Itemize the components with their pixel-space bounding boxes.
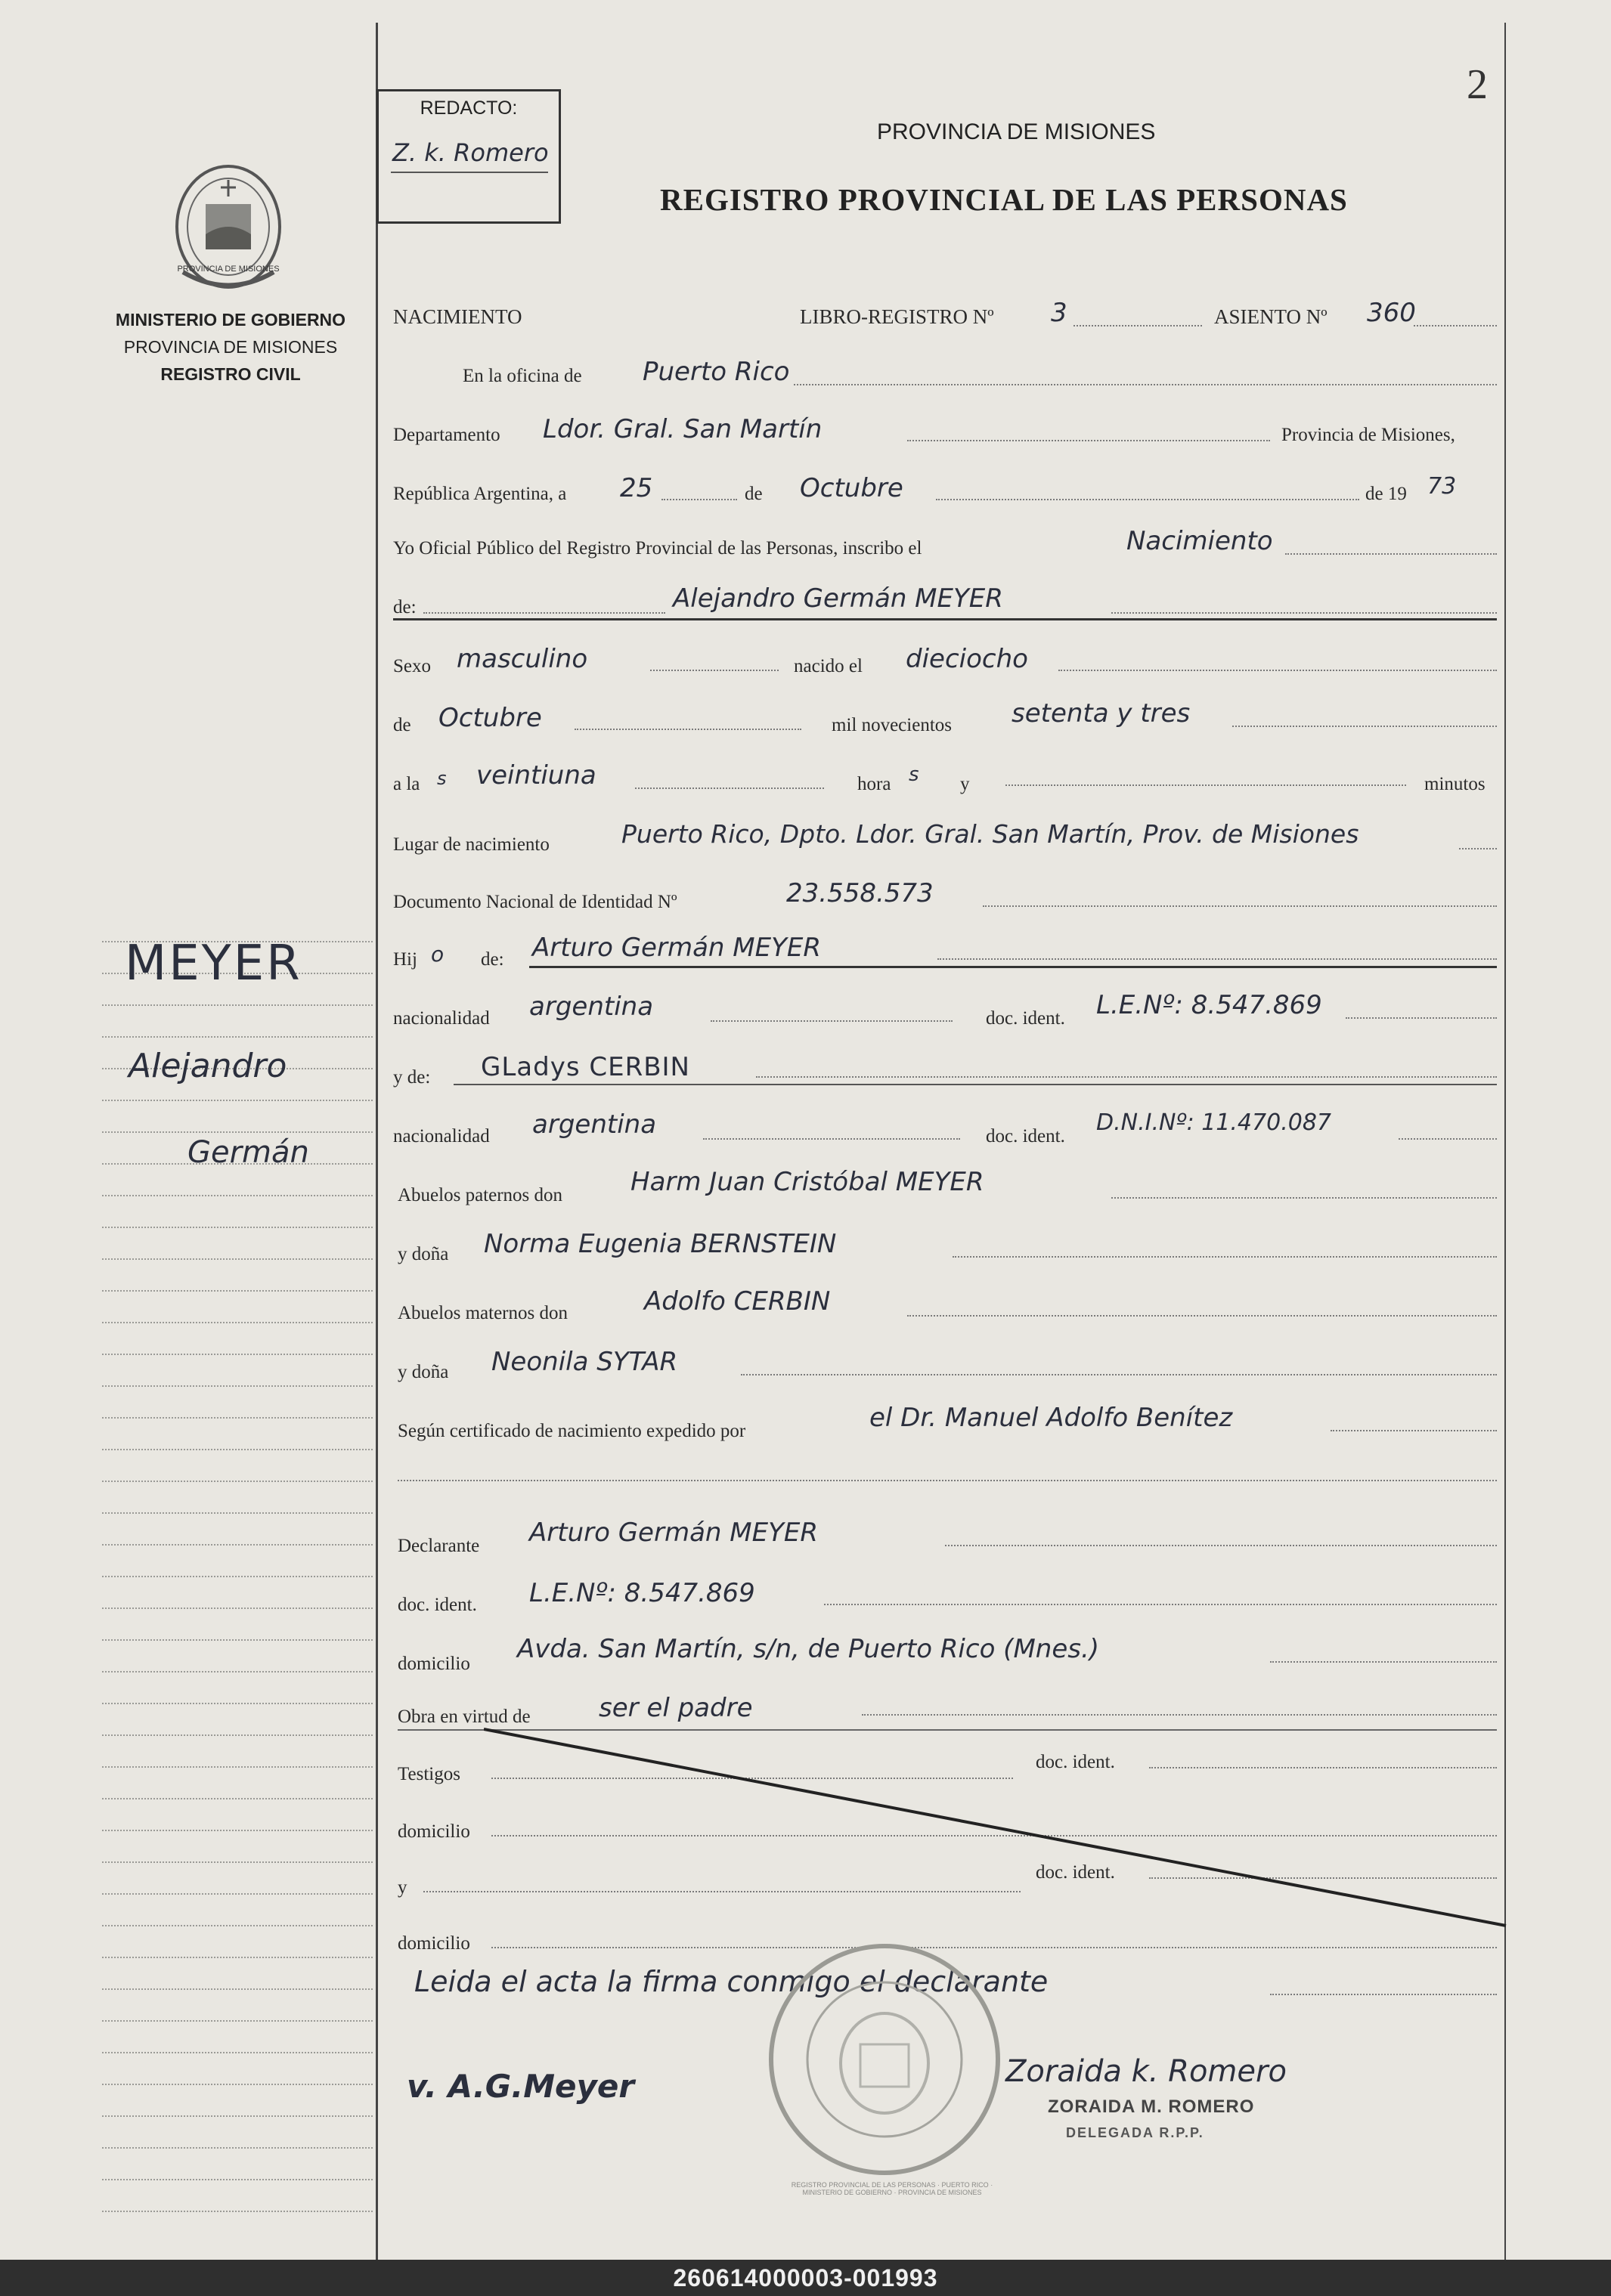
margin-rule: [102, 1322, 373, 1323]
lugar-value: Puerto Rico, Dpto. Ldor. Gral. San Martín, Prov. de Misiones: [621, 819, 1359, 849]
de-label: de: [745, 484, 763, 504]
margin-rule: [102, 1195, 373, 1196]
provincial-seal-icon: [168, 159, 289, 295]
footer-id: 260614000003-001993: [673, 2264, 938, 2291]
testigo1-doc-label: doc. ident.: [1036, 1752, 1115, 1772]
document-page: 2 REDACTO: Z. k. Romero PROVINCIA DE MISIONES MINISTERIO DE GOBIERNO PROVINCIA DE MISIONES REGISTRO CIVIL PROVINCIA DE MISIONES REGISTRO PROVINCIAL DE LAS PERSONAS MEYER Alejandro Germán NACIMIENTO LIBRO-REGISTRO Nº 3 ASIENTO Nº 360 En la oficina de Puerto Rico Departamento Ldor. Gral. San Martín Provincia de Misiones, República Argentina, a 25 de Octubre de 19 73 Yo Oficial Público del Registro Provincial de las Personas, inscribo el Nacimiento de: Alejandro Germán MEYER Sexo masculino nacido el dieciocho de Octubre mil novecientos setenta y tres a la s veintiuna hora s y minutos Lugar de nacimiento Puerto Rico, Dpto. Ldor. Gral. San Martín, Prov. de Misiones Documento Nacional de Identidad Nº 23.558.573 Hij o de: Arturo Germán MEYER nacionalidad argentina doc. ident. L.E.Nº: 8.547.869 y de: GLadys CERBIN nacionalidad argentina doc. ident. D.N.I.Nº: 11.470.087 Abuelos paternos don Harm Juan Cristóbal MEYER y doña Norma Eugenia BERNSTEIN Abuelos maternos don Adolfo CERBIN y doña Neonila SYTAR Según certificado de nacimiento expedido por el Dr. Manuel Adolfo Benítez Declarante Arturo Germán MEYER doc. ident. L.E.Nº: 8.547.869 domicilio Avda. San Martín, s/n, de Puerto Rico (Mnes.) Obra en virtud de ser el padre Testigos doc. ident. domicilio y doc. ident. domicilio Leida el acta la firma conmigo el declarante REGISTRO PROVINCIAL DE LAS PERSONAS · PUERTO RICO · MINISTERIO DE GOBIERNO · PROVINCIA DE MISIONES v. A.G.Meyer Zoraida k. Romero ZORAIDA M. ROMERO DELEGADA R.P.P.: [0, 0, 1611, 2260]
margin-rule: [102, 1734, 373, 1736]
testigo2-doc-label: doc. ident.: [1036, 1862, 1115, 1883]
padre-value: Arturo Germán MEYER: [532, 933, 821, 963]
horas-label: hora: [857, 774, 891, 794]
margin-rule: [102, 2115, 373, 2117]
left-column-line: [376, 23, 378, 2260]
dots: [945, 1545, 1497, 1546]
abuelos-paternos-label: Abuelos paternos don: [398, 1185, 563, 1205]
dots: [398, 1480, 1497, 1481]
margin-rule: [102, 1131, 373, 1133]
dots: [1270, 1661, 1497, 1663]
margin-rule: [102, 1766, 373, 1768]
nacido-anio-value: setenta y tres: [1012, 698, 1191, 729]
margin-rule: [102, 1354, 373, 1355]
margin-rule: [102, 2084, 373, 2085]
margin-rule: [102, 1798, 373, 1799]
dni-value: 23.558.573: [786, 878, 934, 908]
margin-rule: [102, 1671, 373, 1672]
madre-value: GLadys CERBIN: [481, 1052, 690, 1082]
dots: [1346, 1017, 1497, 1019]
dots: [937, 958, 1497, 960]
dots: [824, 1604, 1497, 1605]
margin-rule: [102, 1639, 373, 1641]
ala-label: a la: [393, 774, 420, 794]
margin-rule: [102, 1036, 373, 1038]
margin-rule: [102, 1227, 373, 1228]
abuela-paterna-value: Norma Eugenia BERNSTEIN: [484, 1229, 837, 1259]
mil-label: mil novecientos: [832, 715, 952, 735]
obra-value: ser el padre: [599, 1693, 753, 1723]
hora-value: veintiuna: [476, 760, 596, 791]
padre-nac-label: nacionalidad: [393, 1008, 490, 1029]
dots: [907, 1315, 1497, 1317]
dots: [1459, 848, 1497, 849]
asiento-label: ASIENTO Nº: [1214, 305, 1328, 328]
obra-label: Obra en virtud de: [398, 1707, 531, 1727]
dots: [936, 499, 1359, 500]
de2-label: de:: [393, 597, 417, 617]
madre-doc-label: doc. ident.: [986, 1126, 1065, 1146]
abuelo-materno-value: Adolfo CERBIN: [644, 1286, 831, 1317]
testigo2-domicilio-label: domicilio: [398, 1933, 470, 1954]
solid: [454, 1084, 1497, 1085]
nacido-dia-value: dieciocho: [906, 644, 1028, 674]
ala-s: s: [437, 768, 447, 789]
oficina-label: En la oficina de: [463, 366, 582, 386]
cancel-diagonal-line: [484, 1723, 1512, 1935]
margin-rule: [102, 2179, 373, 2180]
solid: [529, 966, 1497, 968]
footer-bar: [0, 2260, 1611, 2296]
decl-doc-label: doc. ident.: [398, 1595, 477, 1615]
margin-rule: [102, 1830, 373, 1831]
nacido-mes-value: Octubre: [438, 703, 542, 733]
margin-rule: [102, 2052, 373, 2053]
madre-nac-value: argentina: [532, 1109, 657, 1140]
dots: [1058, 670, 1497, 671]
dots: [1270, 1994, 1497, 1995]
certificado-label: Según certificado de nacimiento expedido por: [398, 1421, 746, 1441]
nacido-label: nacido el: [794, 656, 863, 676]
margin-rule: [102, 1608, 373, 1609]
dots: [756, 1076, 1497, 1078]
padre-doc-value: L.E.Nº: 8.547.869: [1096, 990, 1322, 1020]
dots: [953, 1256, 1497, 1258]
dots: [983, 905, 1497, 907]
republica-label: República Argentina, a: [393, 484, 567, 504]
horas-s: s: [909, 763, 919, 786]
y-label: y: [960, 774, 970, 794]
departamento-label: Departamento: [393, 425, 500, 445]
dots: [650, 670, 779, 671]
margin-rule: [102, 1004, 373, 1006]
act-type: NACIMIENTO: [393, 305, 522, 328]
minutos-label: minutos: [1424, 774, 1486, 794]
dots: [1232, 726, 1497, 727]
dots: [423, 612, 665, 614]
asiento-value: 360: [1367, 298, 1416, 328]
oficial-name: ZORAIDA M. ROMERO: [1048, 2096, 1255, 2117]
dots: [741, 1374, 1497, 1375]
abuela-paterna-label: y doña: [398, 1244, 449, 1264]
redacto-label: REDACTO:: [420, 97, 518, 119]
decl-doc-value: L.E.Nº: 8.547.869: [529, 1578, 755, 1608]
sexo-value: masculino: [457, 644, 588, 674]
hijo-label: Hij: [393, 949, 417, 970]
margin-rule: [102, 1449, 373, 1450]
margin-rule: [102, 1893, 373, 1895]
margin-first-name: Alejandro: [129, 1047, 287, 1085]
margin-rule: [102, 1544, 373, 1546]
libro-value: 3: [1051, 298, 1067, 328]
margin-rule: [102, 1576, 373, 1577]
provincia-label: Provincia de Misiones,: [1281, 425, 1455, 445]
declarante-value: Arturo Germán MEYER: [529, 1518, 818, 1548]
libro-label: LIBRO-REGISTRO Nº: [800, 305, 994, 328]
declarante-label: Declarante: [398, 1536, 480, 1556]
anio-label: de 19: [1365, 484, 1407, 504]
dots: [1399, 1138, 1497, 1140]
testigo1-domicilio-label: domicilio: [398, 1821, 470, 1842]
page-number: 2: [1467, 61, 1488, 108]
margin-rule: [102, 1417, 373, 1419]
declarante-signature: v. A.G.Meyer: [407, 2068, 635, 2105]
margin-rule: [102, 2147, 373, 2149]
dia-value: 25: [620, 473, 653, 503]
margin-rule: [102, 1290, 373, 1292]
solid: [393, 618, 1497, 620]
margin-rule: [102, 1925, 373, 1926]
header-registry: REGISTRO PROVINCIAL DE LAS PERSONAS: [660, 182, 1348, 217]
redacto-underline: [391, 172, 548, 173]
domicilio-value: Avda. San Martín, s/n, de Puerto Rico (Mnes.): [517, 1634, 1100, 1664]
mes-value: Octubre: [800, 473, 903, 503]
ministry-line2: PROVINCIA DE MISIONES: [123, 337, 338, 357]
madre-nac-label: nacionalidad: [393, 1126, 490, 1146]
margin-rule: [102, 1861, 373, 1863]
padre-nac-value: argentina: [529, 992, 654, 1022]
oficial-signature: Zoraida k. Romero: [1005, 2054, 1287, 2089]
margin-rule: [102, 1258, 373, 1260]
madre-doc-value: D.N.I.Nº: 11.470.087: [1096, 1109, 1331, 1136]
margin-rule: [102, 1385, 373, 1387]
dots: [1005, 784, 1406, 786]
seal-caption: PROVINCIA DE MISIONES: [177, 265, 280, 274]
margin-rule: [102, 1703, 373, 1704]
departamento-value: Ldor. Gral. San Martín: [543, 414, 823, 444]
dots: [1111, 1197, 1497, 1199]
redacto-box: [376, 89, 561, 224]
padre-doc-label: doc. ident.: [986, 1008, 1065, 1029]
sexo-label: Sexo: [393, 656, 431, 676]
dots: [794, 384, 1497, 385]
margin-rule: [102, 1988, 373, 1990]
dni-label: Documento Nacional de Identidad Nº: [393, 892, 677, 912]
dots: [661, 499, 737, 500]
dots: [575, 729, 801, 730]
margin-rule: [102, 2020, 373, 2022]
oficial-title: DELEGADA R.P.P.: [1066, 2125, 1204, 2140]
testigo2-label: y: [398, 1877, 407, 1898]
madre-label: y de:: [393, 1067, 431, 1088]
margin-rule: [102, 2211, 373, 2212]
margin-rule: [102, 1512, 373, 1514]
stamp-caption: REGISTRO PROVINCIAL DE LAS PERSONAS · PUERTO RICO · MINISTERIO DE GOBIERNO · PROVINCIA DE MISIONES: [791, 2181, 993, 2196]
dots: [1285, 553, 1497, 555]
ministry-line1: MINISTERIO DE GOBIERNO: [115, 310, 346, 330]
leida-statement: Leida el acta la firma conmigo el declarante: [414, 1965, 1049, 1998]
registry-stamp-icon: [764, 1935, 1005, 2184]
dots: [635, 788, 824, 789]
anio-value: 73: [1427, 473, 1457, 500]
dots: [711, 1020, 953, 1022]
dots: [703, 1138, 960, 1140]
certificado-value: el Dr. Manuel Adolfo Benítez: [869, 1403, 1233, 1433]
margin-second-name: Germán: [187, 1135, 309, 1170]
lugar-label: Lugar de nacimiento: [393, 834, 550, 855]
dots: [1331, 1430, 1497, 1431]
dots: [1111, 612, 1497, 614]
margin-rule: [102, 1100, 373, 1101]
oficial-label: Yo Oficial Público del Registro Provincial de las Personas, inscribo el: [393, 538, 922, 559]
testigos-label: Testigos: [398, 1764, 460, 1784]
dots: [862, 1714, 1497, 1716]
oficina-value: Puerto Rico: [643, 357, 790, 387]
ministry-line3: REGISTRO CIVIL: [160, 364, 301, 384]
hijo-de-label: de:: [481, 949, 504, 970]
nombre-value: Alejandro Germán MEYER: [673, 583, 1003, 614]
domicilio-label: domicilio: [398, 1654, 470, 1674]
dots: [1073, 325, 1202, 326]
margin-rule: [102, 1481, 373, 1482]
abuelos-maternos-label: Abuelos maternos don: [398, 1303, 568, 1323]
hijo-suffix: o: [431, 942, 445, 967]
dots: [1414, 325, 1497, 326]
dots: [907, 440, 1270, 441]
de3-label: de: [393, 715, 411, 735]
margin-rule: [102, 1957, 373, 1958]
inscribo-value: Nacimiento: [1126, 526, 1273, 556]
abuela-materna-label: y doña: [398, 1362, 449, 1382]
margin-surname: MEYER: [125, 936, 302, 992]
abuela-materna-value: Neonila SYTAR: [491, 1347, 678, 1377]
redacto-signature: Z. k. Romero: [392, 138, 549, 167]
abuelo-paterno-value: Harm Juan Cristóbal MEYER: [630, 1167, 984, 1197]
